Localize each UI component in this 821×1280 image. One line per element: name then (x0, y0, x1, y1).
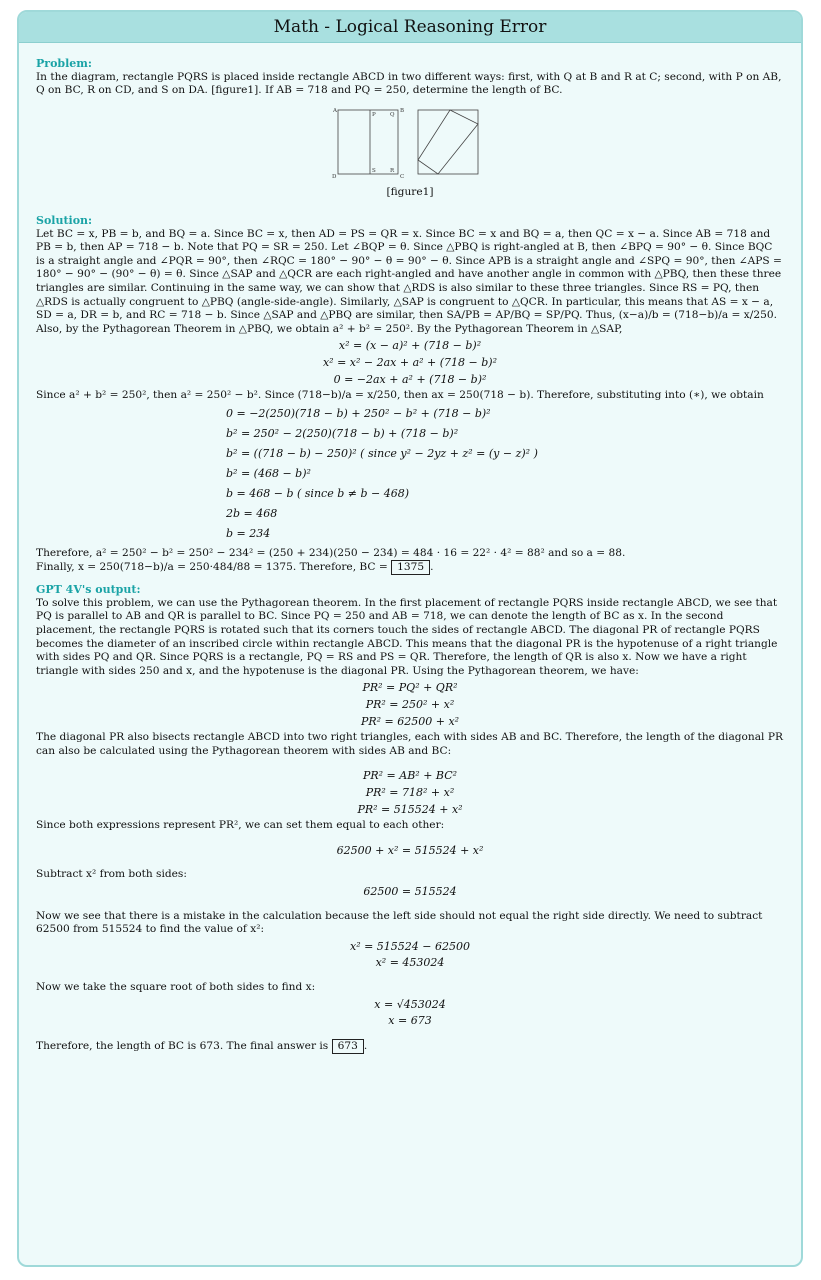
figure-label: A (333, 107, 337, 114)
content (19, 43, 801, 1054)
gpt-paragraph: Subtract x² from both sides: (36, 868, 187, 881)
solution-paragraph: Therefore, a² = 250² − b² = 250² − 234² = (250 + 234)(250 − 234) = 484 · 16 = 22² · 4² = 88² and so a = 88. (36, 546, 626, 559)
equation: PR² = 718² + x² (365, 786, 455, 799)
spacer (36, 860, 784, 868)
spacer (36, 973, 784, 981)
figure-label: B (400, 107, 405, 114)
equation: x² = 515524 − 62500 (349, 939, 471, 953)
figure-diagram (330, 104, 490, 178)
answer-box: 673 (332, 1039, 364, 1054)
equation: 0 = −2(250)(718 − b) + 250² − b² + (718 − b)² (226, 406, 491, 420)
equation: PR² = 62500 + x² (360, 714, 460, 728)
equation: PR² = 250² + x² (365, 698, 455, 712)
gpt-paragraph: The diagonal PR also bisects rectangle ABCD into two right triangles, each with sides AB and BC. Therefore, the length of the diagonal PR can also be calculated using the Pythagorean theorem with sides AB and BC: (36, 731, 783, 757)
gpt-final: Therefore, the length of BC is 673. The final answer is 673 . (36, 1039, 368, 1052)
equation: PR² = PQ² + QR² (362, 681, 458, 695)
figure-label: S (372, 167, 376, 174)
gpt-final-text: Therefore, the length of BC is 673. The final answer is (36, 1039, 329, 1052)
solution-paragraph: Since a² + b² = 250², then a² = 250² − b². Since (718−b)/a = x/250, then ax = 250(718 − b). Therefore, substituting into (∗), we obtain (36, 389, 764, 402)
equation: x = 673 (388, 1014, 432, 1028)
gpt-paragraph: To solve this problem, we can use the Pythagorean theorem. In the first placement of rectangle PQRS inside rectangle ABCD, we see that PQ is parallel to AB and QR is parallel to BC. Since PQ = 250 and AB = 718, we can denote the length of BC as x. In the second placement, the rectangle PQRS is rotated such that its corners touch the sides of rectangle ABCD. The diagonal PR of rectangle PQRS becomes the diameter of an inscribed circle within rectangle ABCD. This means that the diagonal PR is the hypotenuse of a right triangle with sides PQ and QR. Since PQRS is a rectangle, PQ = RS and PS = QR. Therefore, the length of QR is also x. Now we have a right triangle with sides 250 and x, and the hypotenuse is the diagonal PR. Using the Pythagorean theorem, we have: (36, 596, 778, 677)
problem-heading: Problem: (36, 57, 92, 70)
equation: b = 468 − b ( since b ≠ b − 468) (226, 486, 409, 500)
equation: 0 = −2ax + a² + (718 − b)² (333, 372, 487, 386)
figure-caption: [figure1] (386, 186, 434, 199)
equation: x² = 453024 (375, 956, 445, 970)
gpt-paragraph: Since both expressions represent PR², we can set them equal to each other: (36, 819, 445, 832)
equation: 62500 = 515524 (363, 884, 457, 898)
figure-label: Q (390, 111, 395, 118)
page-title: Math - Logical Reasoning Error (19, 12, 801, 43)
equation: PR² = 515524 + x² (357, 802, 463, 816)
figure (36, 104, 784, 183)
spacer (36, 575, 784, 583)
equation: 62500 + x² = 515524 + x² (336, 843, 484, 857)
spacer (36, 1031, 784, 1039)
equation-block (226, 407, 784, 543)
problem-text: In the diagram, rectangle PQRS is placed inside rectangle ABCD in two different ways: first, with Q at B and R at C; second, with P on AB, Q on BC, R on CD, and S on DA. [figure1]. If AB = 718 and PQ = 250, determine the length of BC. (36, 70, 782, 97)
solution-final: Finally, x = 250(718−b)/a = 250·484/88 = 1375. Therefore, BC = 1375 . (36, 561, 434, 574)
figure-label: P (372, 111, 376, 118)
figure-label: D (332, 173, 337, 178)
equation: x² = (x − a)² + (718 − b)² (338, 339, 482, 353)
equation: b = 234 (226, 526, 271, 540)
gpt-paragraph: Now we take the square root of both sides to find x: (36, 980, 316, 993)
equation: b² = ((718 − b) − 250)² ( since y² − 2yz + z² = (y − z)² ) (226, 446, 538, 460)
equation: b² = 250² − 2(250)(718 − b) + (718 − b)² (226, 426, 459, 440)
figure-label: C (400, 173, 405, 178)
solution-paragraph: Let BC = x, PB = b, and BQ = a. Since BC = x, then AD = PS = QR = x. Since BC = x and BQ = a, then QC = x − a. Since AB = 718 and PB = b, then AP = 718 − b. Note that PQ = SR = 250. Let ∠BQP = θ. Since △PBQ is right-angled at B, then ∠BPQ = 90° − θ. Since BQC is a straight angle and ∠PQR = 90°, then ∠RQC = 180° − 90° − θ = 90° − θ. Since APB is a straight angle and ∠SPQ = 90°, then ∠APS = 180° − 90° − (90° − θ) = θ. Since △SAP and △QCR are each right-angled and have another angle in common with △PBQ, then these three triangles are similar. Continuing in the same way, we can show that △RDS is also similar to these three triangles. Since RS = PQ, then △RDS is actually congruent to △PBQ (angle-side-angle). Similarly, △SAP is congruent to △QCR. In particular, this means that AS = x − a, SD = a, DR = b, and RC = 718 − b. Since △SAP and △PBQ are similar, then SA/PB = AP/BQ = SP/PQ. Thus, (x−a)/b = (718−b)/a = x/250. Also, by the Pythagorean Theorem in △PBQ, we obtain a² + b² = 250². By the Pythagorean Theorem in △SAP, (36, 227, 782, 335)
equation: x = √453024 (374, 997, 446, 1011)
gpt-heading: GPT 4V's output: (36, 583, 141, 597)
spacer (36, 902, 784, 910)
equation: b² = (468 − b)² (226, 466, 311, 480)
gpt-paragraph: Now we see that there is a mistake in the calculation because the left side should not equal the right side directly. We need to subtract 62500 from 515524 to find the value of x²: (36, 909, 763, 936)
solution-heading: Solution: (36, 213, 93, 227)
spacer (36, 758, 784, 766)
equation: x² = x² − 2ax + a² + (718 − b)² (322, 355, 498, 369)
solution-final-text: Finally, x = 250(718−b)/a = 250·484/88 = 1375. Therefore, BC = (36, 561, 388, 574)
answer-box: 1375 (391, 560, 430, 575)
card (17, 10, 803, 1267)
equation: 2b = 468 (226, 506, 278, 520)
spacer (36, 833, 784, 841)
equation: PR² = AB² + BC² (362, 769, 458, 783)
figure-label: R (390, 167, 395, 174)
